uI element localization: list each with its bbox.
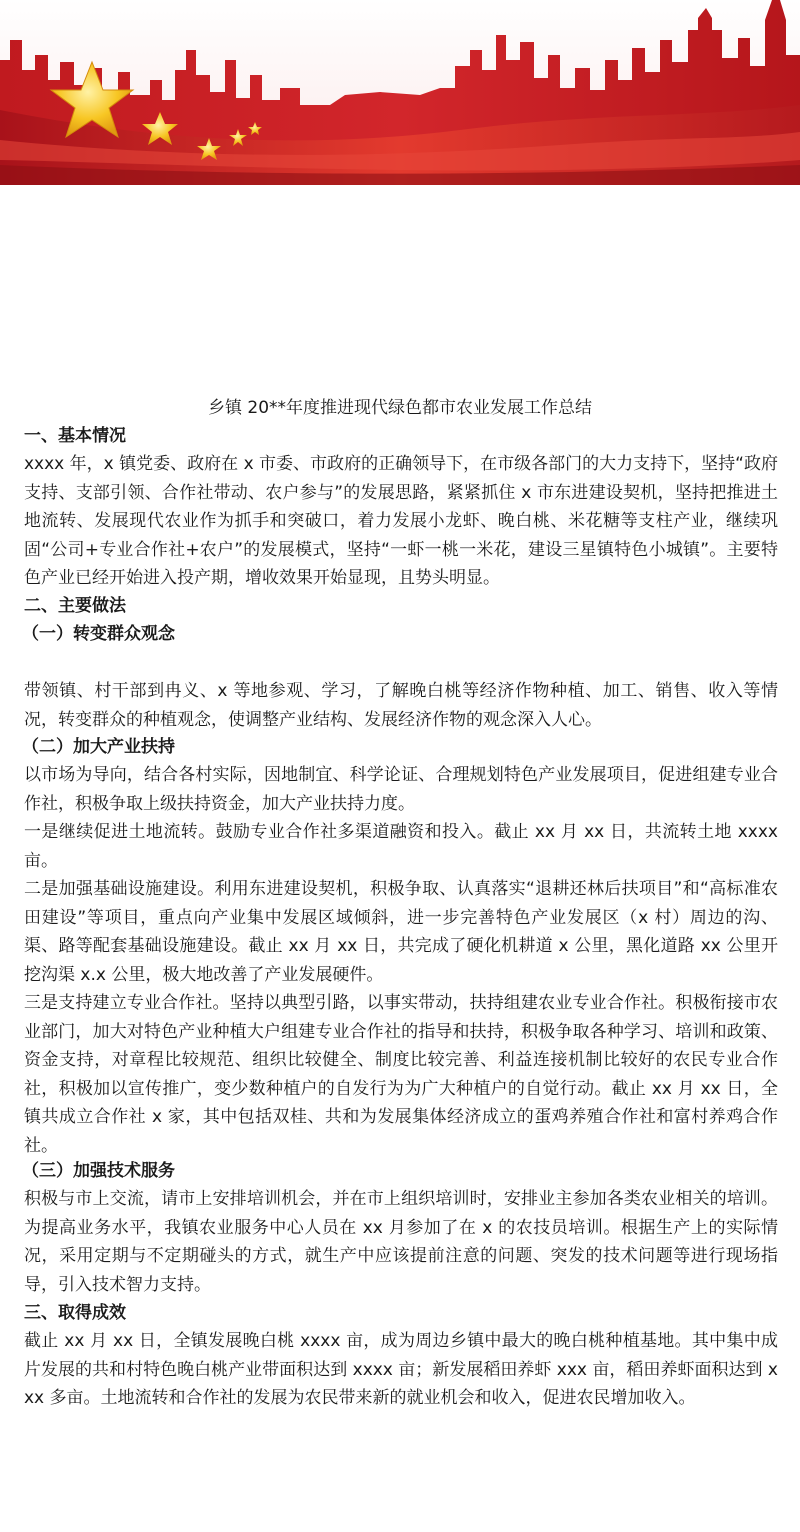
subsection-heading-industry-support: （二）加大产业扶持 [22,737,175,757]
section-heading-achievements: 三、取得成效 [24,1303,126,1323]
paragraph-basic-situation: xxxx 年，x 镇党委、政府在 x 市委、市政府的正确领导下，在市级各部门的大力支持下，坚持“政府支持、支部引领、合作社带动、农户参与”的发展思路，紧紧抓住 x 市东进建设契机，坚持把推进土地流转、发展现代农业作为抓手和突破口，着力发展小龙虾、晚白桃、米花糖等支柱产业，继续巩固“公司+专业合作社+农户”的发展模式，坚持“一虾一桃一米花，建设三星镇特色小城镇”。主要特色产业已经开始进入投产期，增收效果开始显现，且势头明显。 [24,454,778,588]
paragraph-technical-service: 积极与市上交流，请市上安排培训机会，并在市上组织培训时，安排业主参加各类农业相关的培训。为提高业务水平，我镇农业服务中心人员在 xx 月参加了在 x 的农技员培训。根据生产上的实际情况，采用定期与不定期碰头的方式，就生产中应该提前注意的问题、突发的技术问题等进行现场指导，引入技术智力支持。 [24,1189,778,1295]
paragraph-infrastructure: 二是加强基础设施建设。利用东进建设契机，积极争取、认真落实“退耕还林后扶项目”和“高标准农田建设”等项目，重点向产业集中发展区域倾斜，进一步完善特色产业发展区（x 村）周边的沟、渠、路等配套基础设施建设。截止 xx 月 xx 日，共完成了硬化机耕道 x 公里，黑化道路 xx 公里开挖沟渠 x.x 公里，极大地改善了产业发展硬件。 [24,879,778,985]
paragraph-industry-support-intro: 以市场为导向，结合各村实际，因地制宜、科学论证、合理规划特色产业发展项目，促进组建专业合作社，积极争取上级扶持资金，加大产业扶持力度。 [24,765,778,814]
subsection-heading-change-concepts: （一）转变群众观念 [22,624,175,644]
section-heading-main-practices: 二、主要做法 [24,596,126,616]
section-heading-basic-situation: 一、基本情况 [24,426,126,446]
paragraph-change-concepts: 带领镇、村干部到冉义、x 等地参观、学习，了解晚白桃等经济作物种植、加工、销售、收入等情况，转变群众的种植观念，使调整产业结构、发展经济作物的观念深入人心。 [24,681,778,730]
header-banner [0,0,800,185]
paragraph-cooperatives: 三是支持建立专业合作社。坚持以典型引路，以事实带动，扶持组建农业专业合作社。积极衔接市农业部门，加大对特色产业种植大户组建专业合作社的指导和扶持，积极争取各种学习、培训和政策、资金支持，对章程比较规范、组织比较健全、制度比较完善、利益连接机制比较好的农民专业合作社，积极加以宣传推广，变少数种植户的自发行为为广大种植户的自觉行动。截止 xx 月 xx 日，全镇共成立合作社 x 家，其中包括双桂、共和为发展集体经济成立的蛋鸡养殖合作社和富村养鸡合作社。 [24,993,778,1156]
paragraph-achievements: 截止 xx 月 xx 日，全镇发展晚白桃 xxxx 亩，成为周边乡镇中最大的晚白桃种植基地。其中集中成片发展的共和村特色晚白桃产业带面积达到 xxxx 亩；新发展稻田养虾 xxx 亩，稻田养虾面积达到 xxx 多亩。土地流转和合作社的发展为农民带来新的就业机会和收入，促进农民增加收入。 [24,1331,778,1408]
subsection-heading-technical-service: （三）加强技术服务 [22,1161,175,1181]
paragraph-land-transfer: 一是继续促进土地流转。鼓励专业合作社多渠道融资和投入。截止 xx 月 xx 日，共流转土地 xxxx 亩。 [24,822,778,871]
document-title: 乡镇 20**年度推进现代绿色都市农业发展工作总结 [207,398,593,418]
